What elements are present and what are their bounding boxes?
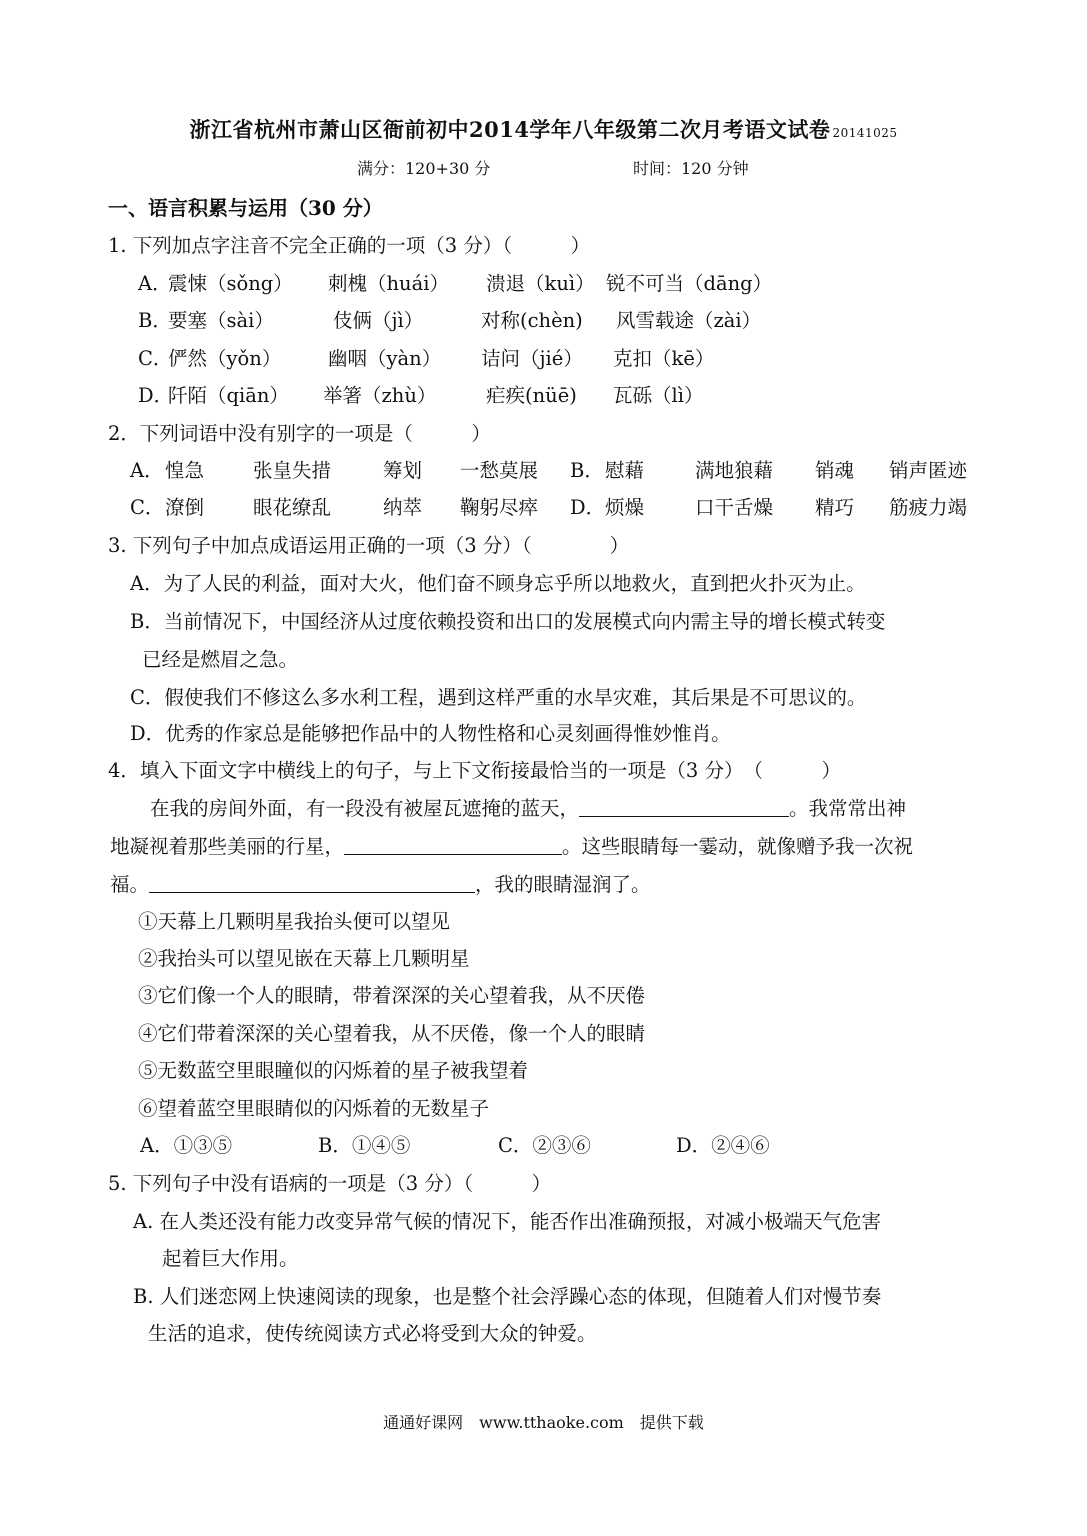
answer-blank-2[interactable]: [344, 834, 562, 855]
title-code: 20141025: [832, 126, 898, 140]
passage-text: 福。: [110, 873, 150, 896]
word-item: 一愁莫展: [460, 459, 539, 482]
option-item: 阡陌（qiān）: [168, 384, 289, 407]
answer-blank-1[interactable]: [579, 796, 789, 817]
question-2-stem: 2．下列词语中没有别字的一项是（ ）: [108, 422, 491, 445]
word-item: 销魂: [815, 459, 855, 482]
q2-row-2: [130, 492, 967, 520]
option-item: 刺槐（huái）: [328, 272, 449, 295]
q1-option-c: [138, 343, 714, 371]
answer-choice: A．①③⑤: [140, 1134, 233, 1157]
full-score: 满分：120+30 分: [357, 159, 491, 178]
option-item: 疟疾(nüē): [486, 384, 577, 407]
q4-sentence-3: ③它们像一个人的眼睛，带着深深的关心望着我，从不厌倦: [138, 984, 646, 1007]
page-footer: 通通好课网 www.tthaoke.com 提供下载: [383, 1413, 704, 1432]
answer-blank-3[interactable]: [149, 872, 475, 893]
passage-text: ，我的眼睛湿润了。: [475, 873, 651, 896]
q4-passage-line2: [110, 831, 913, 859]
q4-sentence-2: ②我抬头可以望见嵌在天幕上几颗明星: [138, 947, 470, 970]
word-item: 纳萃: [383, 496, 423, 519]
option-item: 要塞（sài）: [168, 309, 274, 332]
word-item: 满地狼藉: [695, 459, 774, 482]
word-item: 张皇失措: [253, 459, 332, 482]
word-item: 销声匿迹: [889, 459, 968, 482]
answer-choice: C．②③⑥: [498, 1134, 591, 1157]
word-item: 眼花缭乱: [253, 496, 332, 519]
word-item: 惶急: [165, 459, 205, 482]
word-item: 精巧: [815, 496, 855, 519]
q1-option-a: [138, 268, 772, 296]
q4-sentence-5: ⑤无数蓝空里眼瞳似的闪烁着的星子被我望着: [138, 1059, 529, 1082]
q5-option-b-line1: B. 人们迷恋网上快速阅读的现象，也是整个社会浮躁心态的体现，但随着人们对慢节奏: [133, 1285, 882, 1308]
option-label: D．: [570, 496, 606, 519]
passage-text: 地凝视着那些美丽的行星，: [110, 835, 345, 858]
option-item: 对称(chèn): [481, 309, 583, 332]
q4-sentence-1: ①天幕上几颗明星我抬头便可以望见: [138, 910, 451, 933]
section-heading: 一、语言积累与运用（30 分）: [108, 196, 383, 220]
option-label: B．: [570, 459, 604, 482]
option-label: A．: [130, 459, 164, 482]
option-item: 幽咽（yàn）: [328, 347, 442, 370]
q4-sentence-6: ⑥望着蓝空里眼睛似的闪烁着的无数星子: [138, 1097, 490, 1120]
option-item: 举箸（zhù）: [323, 384, 437, 407]
exam-title: [0, 114, 1087, 144]
answer-choice: D．②④⑥: [676, 1134, 770, 1157]
option-item: 伎俩（jì）: [333, 309, 424, 332]
q4-passage-line1: [150, 793, 906, 821]
word-item: 潦倒: [165, 496, 205, 519]
option-label: D．: [138, 384, 174, 407]
q3-option-b-line2: 已经是燃眉之急。: [142, 648, 299, 671]
q5-option-b-line2: 生活的追求，使传统阅读方式必将受到大众的钟爱。: [148, 1322, 597, 1345]
option-item: 震悚（sǒng）: [168, 272, 293, 295]
q2-row-1: [130, 455, 967, 483]
answer-choice: B．①④⑤: [318, 1134, 411, 1157]
option-item: 俨然（yǒn）: [168, 347, 282, 370]
question-4-stem: 4．填入下面文字中横线上的句子，与上下文衔接最恰当的一项是（3 分） （ ）: [108, 759, 842, 782]
title-text: 浙江省杭州市萧山区衙前初中2014学年八年级第二次月考语文试卷: [189, 117, 831, 142]
word-item: 口干舌燥: [695, 496, 774, 519]
word-item: 鞠躬尽瘁: [460, 496, 539, 519]
q5-option-a-line2: 起着巨大作用。: [162, 1247, 299, 1270]
q1-option-b: [138, 305, 761, 333]
passage-text: 。我常常出神: [789, 797, 907, 820]
option-item: 克扣（kē）: [613, 347, 715, 370]
option-label: A．: [138, 272, 172, 295]
option-label: C．: [130, 496, 165, 519]
question-5-stem: 5. 下列句子中没有语病的一项是（3 分）（ ）: [108, 1172, 552, 1195]
exam-time: 时间：120 分钟: [633, 159, 749, 178]
option-item: 诘问（jié）: [481, 347, 583, 370]
option-label: B．: [138, 309, 172, 332]
q4-passage-line3: [110, 869, 651, 897]
option-item: 溃退（kuì）: [486, 272, 595, 295]
q4-answer-choices: [140, 1130, 770, 1158]
option-item: 瓦砾（lì）: [613, 384, 704, 407]
word-item: 筹划: [383, 459, 423, 482]
passage-text: 在我的房间外面，有一段没有被屋瓦遮掩的蓝天，: [150, 797, 580, 820]
q3-option-d: D．优秀的作家总是能够把作品中的人物性格和心灵刻画得惟妙惟肖。: [130, 722, 731, 745]
option-item: 风雪载途（zài）: [616, 309, 762, 332]
option-label: C．: [138, 347, 173, 370]
word-item: 烦燥: [605, 496, 645, 519]
question-3-stem: 3. 下列句子中加点成语运用正确的一项（3 分）（ ）: [108, 534, 630, 557]
question-1-stem: 1. 下列加点字注音不完全正确的一项（3 分）（ ）: [108, 234, 591, 257]
q3-option-b-line1: B．当前情况下，中国经济从过度依赖投资和出口的发展模式向内需主导的增长模式转变: [130, 610, 886, 633]
q3-option-a: A．为了人民的利益，面对大火，他们奋不顾身忘乎所以地救火，直到把火扑灭为止。: [130, 572, 866, 595]
word-item: 慰藉: [605, 459, 645, 482]
passage-text: 。这些眼睛每一霎动，就像赠予我一次祝: [562, 835, 914, 858]
q3-option-c: C．假使我们不修这么多水利工程，遇到这样严重的水旱灾难，其后果是不可思议的。: [130, 686, 867, 709]
option-item: 锐不可当（dāng）: [606, 272, 773, 295]
q4-sentence-4: ④它们带着深深的关心望着我，从不厌倦，像一个人的眼睛: [138, 1022, 646, 1045]
word-item: 筋疲力竭: [889, 496, 968, 519]
q5-option-a-line1: A. 在人类还没有能力改变异常气候的情况下，能否作出准确预报，对减小极端天气危害: [133, 1210, 881, 1233]
q1-option-d: [138, 380, 703, 408]
